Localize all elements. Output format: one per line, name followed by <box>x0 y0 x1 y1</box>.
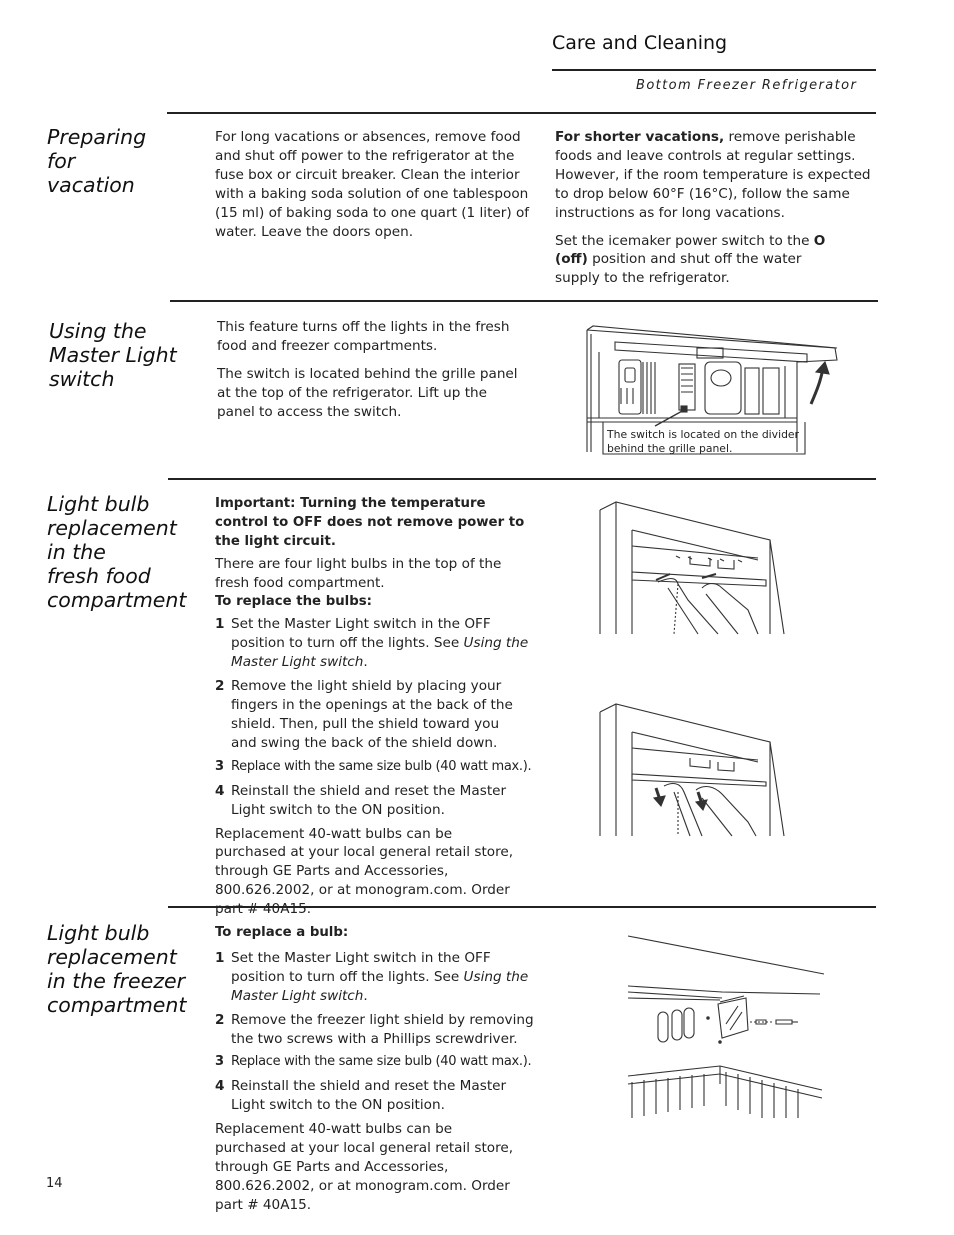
step-number: 3 <box>215 758 224 774</box>
title-line: replacement <box>47 945 177 969</box>
step-text: Reinstall the shield and reset the Master Light switch to the ON position. <box>231 782 507 818</box>
freshfood-steps-heading: To replace the bulbs: <box>215 593 372 609</box>
step-2 <box>215 677 516 753</box>
step-number: 4 <box>215 1078 225 1095</box>
title-line: fresh food <box>47 564 151 588</box>
section-divider-freshfood <box>168 478 876 480</box>
step-4 <box>215 1077 537 1115</box>
vacation-long-paragraph: For long vacations or absences, remove food and shut off power to the refrigerator at the fuse box or circuit breaker. Clean the interior with a baking soda solution of one tablespoon (15 ml) of baking soda to one quart (1 liter) of water. Leave the doors open. <box>215 129 530 240</box>
step-end: . <box>363 654 368 671</box>
caption-line: The switch is located on the divider <box>607 428 799 441</box>
step-text: Reinstall the shield and reset the Master Light switch to the ON position. <box>231 1078 507 1114</box>
switch-caption <box>607 428 799 455</box>
step-number: 4 <box>215 782 225 799</box>
master-text <box>217 318 535 422</box>
step-3 <box>215 1053 537 1072</box>
section-divider-vacation <box>167 112 876 114</box>
step-number: 2 <box>215 678 225 695</box>
section-title-master <box>49 319 177 391</box>
icemaker-pre: Set the icemaker power switch to the <box>555 232 814 249</box>
step-4 <box>215 782 537 820</box>
step-1 <box>215 615 537 672</box>
step-number: 1 <box>215 616 225 633</box>
icemaker-off-label: O (off) <box>555 232 826 268</box>
vacation-short-paragraph <box>555 128 877 223</box>
master-paragraph-1: This feature turns off the lights in the fresh food and freezer compartments. <box>217 319 510 354</box>
freezer-text <box>215 924 537 1215</box>
title-line: in the freezer <box>47 969 186 993</box>
step-text: Set the Master Light switch in the OFF position to turn off the lights. See <box>231 949 491 985</box>
freezer-light-shield-screws-illustration <box>622 934 828 1122</box>
step-reference: Using the Master Light switch <box>231 635 529 671</box>
step-text: Remove the freezer light shield by removing the two screws with a Phillips screwdriver. <box>231 1011 534 1047</box>
step-number: 2 <box>215 1011 225 1028</box>
title-line: replacement <box>47 516 177 540</box>
title-line: vacation <box>47 173 135 197</box>
title-line: Preparing <box>47 125 147 149</box>
step-end: . <box>363 987 368 1004</box>
step-reference: Using the Master Light switch <box>231 968 529 1004</box>
freshfood-footer: Replacement 40-watt bulbs can be purchased at your local general retail store, through GE Parts and Accessories, 800.626.2002, or at monogram.com. Order part # 40A15. <box>215 825 514 918</box>
title-line: in the <box>47 540 106 564</box>
freezer-footer: Replacement 40-watt bulbs can be purchased at your local general retail store, through GE Parts and Accessories, 800.626.2002, or at monogram.com. Order part # 40A15. <box>215 1121 514 1213</box>
title-line: switch <box>49 367 115 391</box>
title-line: Light bulb <box>47 492 150 516</box>
step-number: 1 <box>215 949 225 966</box>
short-vacations-lead: For shorter vacations, <box>555 129 725 145</box>
caption-line: behind the grille panel. <box>607 441 733 455</box>
freshfood-text <box>215 495 537 919</box>
step-text: Replace with the same size bulb (40 watt max.). <box>231 1054 532 1070</box>
vacation-short-text <box>555 128 877 288</box>
icemaker-post: position and shut off the water supply to the refrigerator. <box>555 251 802 287</box>
title-line: Light bulb <box>47 921 150 945</box>
master-paragraph-2: The switch is located behind the grille panel at the top of the refrigerator. Lift up the panel to access the switch. <box>217 365 518 420</box>
title-line: compartment <box>47 993 187 1017</box>
step-number: 3 <box>215 1054 224 1070</box>
important-note: Important: Turning the temperature control to OFF does not remove power to the light circuit. <box>215 496 525 549</box>
step-2 <box>215 1011 536 1049</box>
step-text: Replace with the same size bulb (40 watt max.). <box>231 758 532 774</box>
freezer-steps-heading: To replace a bulb: <box>215 925 349 940</box>
page-subtitle: Bottom Freezer Refrigerator <box>636 78 858 93</box>
step-text: Set the Master Light switch in the OFF position to turn off the lights. See <box>231 616 491 652</box>
step-3 <box>215 758 537 777</box>
light-shield-swing-down-illustration <box>598 702 786 838</box>
hands-on-light-shield-illustration <box>598 500 786 636</box>
icemaker-paragraph <box>555 232 830 289</box>
step-1 <box>215 949 537 1006</box>
title-line: for <box>47 149 76 173</box>
header-rule <box>552 69 876 71</box>
section-title-freezer <box>47 921 186 1017</box>
title-line: Master Light <box>49 343 177 367</box>
page-title: Care and Cleaning <box>552 32 728 54</box>
freshfood-intro: There are four light bulbs in the top of the fresh food compartment. <box>215 555 502 591</box>
section-title-freshfood <box>47 492 186 612</box>
page-number: 14 <box>46 1176 63 1191</box>
step-text: Remove the light shield by placing your fingers in the openings at the back of the shield. Then, pull the shield toward you and swing the back of the shield down. <box>231 678 513 751</box>
short-vacations-body: remove perishable foods and leave controls at regular settings. However, if the room temperature is expected to drop below 60°F (16°C), follow the same instructions as for long vacations. <box>555 129 871 221</box>
vacation-long-text <box>215 128 540 241</box>
title-line: Using the <box>49 319 147 343</box>
title-line: compartment <box>47 588 187 612</box>
section-divider-master <box>170 300 878 302</box>
section-title-vacation <box>47 125 146 197</box>
